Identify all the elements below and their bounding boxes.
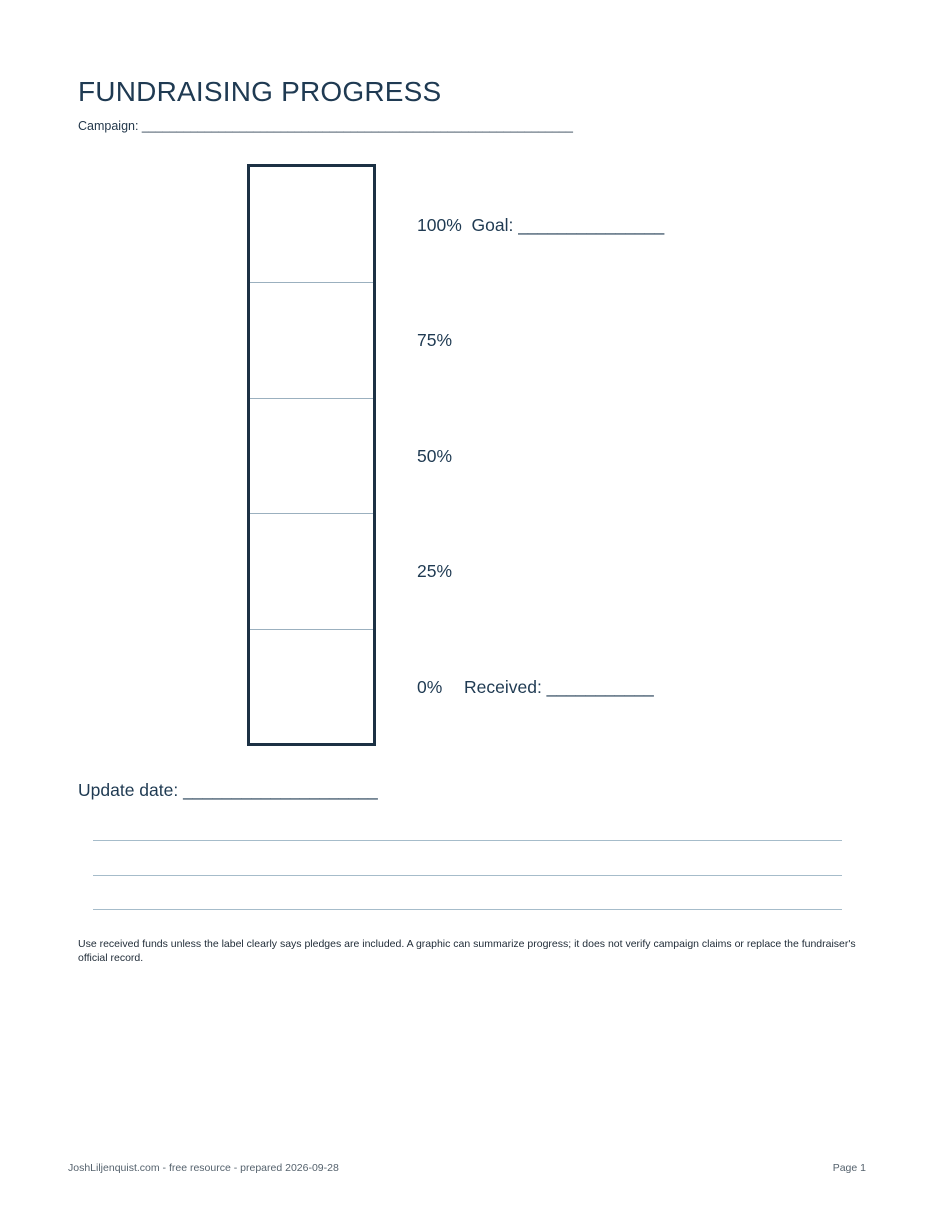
page-title: FUNDRAISING PROGRESS [78,76,442,107]
footer-source: JoshLiljenquist.com - free resource - prepared 2026-09-28 [68,1162,339,1174]
campaign-field: Campaign: ______________________________________________________________ [78,119,573,133]
page-number: Page 1 [832,1162,866,1174]
scale-pct-100: 100% [417,215,462,235]
disclaimer-text: Use received funds unless the label clearly says pledges are included. A graphic can summarize progress; it does not verify campaign claims or replace the fundraiser's official record. [78,938,856,964]
thermometer-divider-50 [250,398,373,399]
update-date-field: Update date: ____________________ [78,780,378,800]
scale-label-50 [417,446,452,466]
scale-pct-25: 25% [417,561,453,581]
thermometer-divider-25 [250,513,373,514]
goal-field: Goal: _______________ [471,215,665,235]
scale-label-75 [417,330,452,350]
thermometer-divider-0 [250,629,373,630]
scale-pct-50: 50% [417,446,453,466]
progress-thermometer [247,164,376,746]
thermometer-divider-75 [250,282,373,283]
note-line [93,909,842,910]
scale-label-0 [417,677,654,697]
scale-pct-0: 0% [417,677,443,697]
received-field: Received: ___________ [464,677,654,697]
scale-label-25 [417,561,452,581]
note-line [93,840,842,841]
scale-pct-75: 75% [417,330,453,350]
scale-label-100 [417,215,664,235]
note-line [93,875,842,876]
